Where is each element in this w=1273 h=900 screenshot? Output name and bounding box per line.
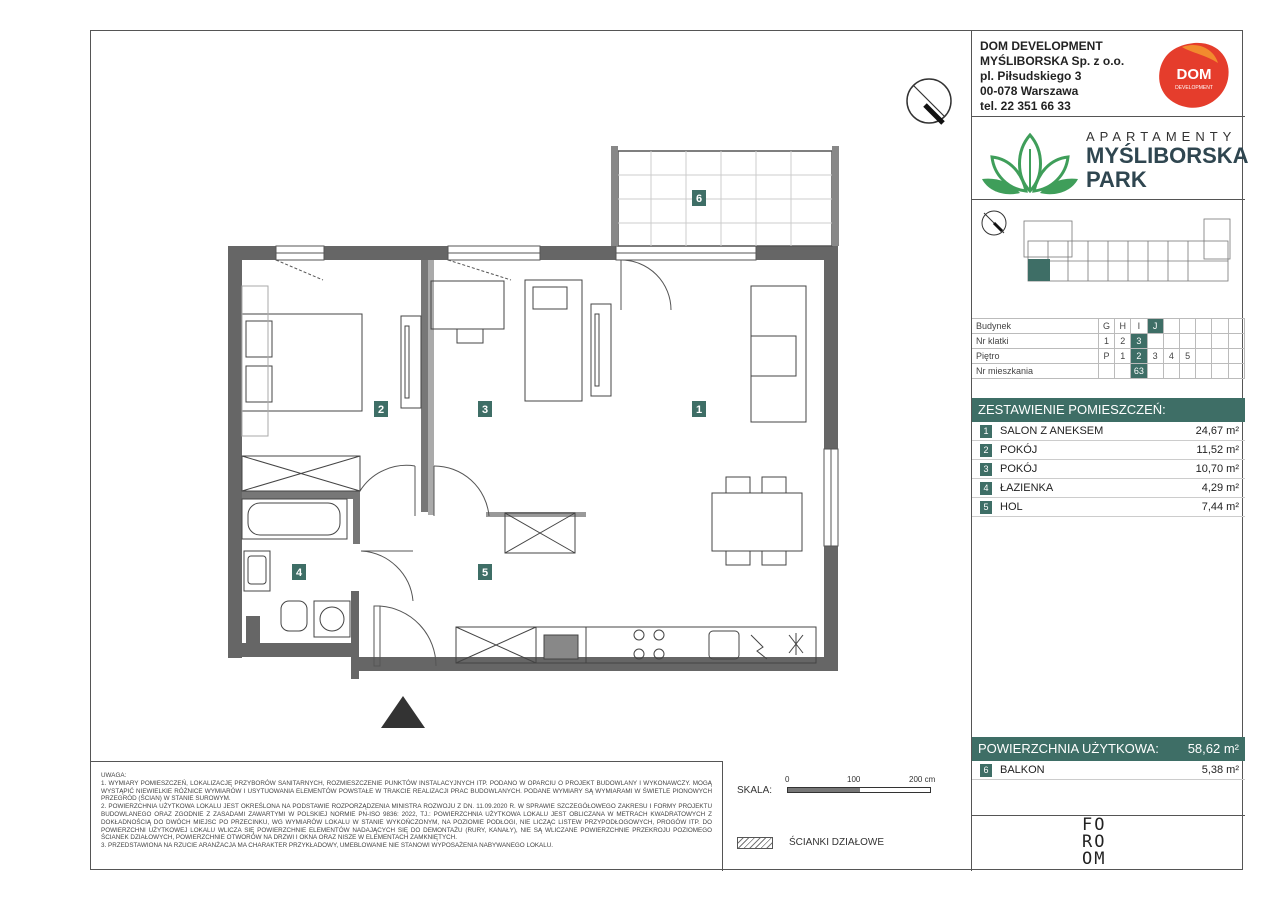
info-table-cell (1163, 319, 1179, 334)
furniture (242, 280, 816, 663)
info-table-label: Piętro (972, 349, 1098, 364)
project-name-line1: APARTAMENTY (1086, 129, 1237, 144)
info-table-cell: 2 (1131, 349, 1147, 364)
info-table-cell (1196, 364, 1212, 379)
info-table-cell: 3 (1147, 349, 1163, 364)
info-table-cell: 5 (1180, 349, 1196, 364)
total-area-label: POWIERZCHNIA UŻYTKOWA: (978, 741, 1159, 756)
info-table-cell: 2 (1115, 334, 1131, 349)
divider (972, 116, 1245, 117)
info-table-cell (1098, 364, 1114, 379)
windows (276, 246, 838, 546)
summary-title: ZESTAWIENIE POMIESZCZEŃ: (978, 402, 1166, 417)
info-table-cell: 4 (1163, 349, 1179, 364)
info-table-cell (1212, 334, 1228, 349)
building-key-plan (972, 201, 1245, 316)
summary-room-name: ŁAZIENKA (1000, 482, 1054, 494)
floor-plan-sheet (90, 30, 1249, 870)
info-table-cell (1196, 349, 1212, 364)
summary-room-area: 24,67 m² (1195, 425, 1239, 437)
summary-room-number: 2 (980, 444, 992, 457)
scale-tick: 200 cm (909, 775, 936, 784)
interior-walls (242, 260, 586, 544)
total-area-header (972, 737, 1245, 761)
info-table-cell: J (1147, 319, 1163, 334)
summary-room-area: 10,70 m² (1195, 463, 1239, 475)
dom-development-logo (1152, 37, 1236, 113)
note-item: 2. POWIERZCHNIA UŻYTKOWA LOKALU JEST OKREŚLONA NA PODSTAWIE ROZPORZĄDZENIA MINISTRA ROZWOJU Z DN. 11.09.2020 R. W SPRAWIE SZCZEGÓŁOWEGO ZAKRESU I FORMY PROJEKTU BUDOWLANEGO ORAZ ZGODNIE Z ZASADAMI ZAWARTYMI W POLSKIEJ NORMIE PN-ISO 9836: 2022, TJ.: POWIERZCHNIA UŻYTKOWA LOKALU JEST OBLICZANA W METRACH KWADRATOWYCH Z DOKŁADNOŚCIĄ DO DWÓCH MIEJSC PO PRZECINKU, WG WYMIARÓW LOKALU W STANIE WYKOŃCZONYM, NA POZIOMIE PODŁOGI, NIE LICZĄC LISTEW PRZYPODŁOGOWYCH, PROGÓW ITP. DO POWIERZCHNI UŻYTKOWEJ LOKALU WLICZA SIĘ POWIERZCHNIE ELEMENTÓW NADAJĄCYCH SIĘ DO DEMONTAŻU (RURY, KANAŁY), NIE SĄ WLICZANE POWIERZCHNIE PRZEKROJU POZIOMEGO ŚCIANEK DZIAŁOWYCH, POWIERZCHNIE OTWORÓW NA DRZWI I OKNA ORAZ NISZE W ELEMENTACH ZAMKNIĘTYCH. (101, 803, 712, 842)
project-name-line3: PARK (1086, 167, 1147, 192)
summary-row (972, 422, 1245, 441)
room-marker-2: 2 (377, 404, 385, 416)
summary-room-number: 5 (980, 501, 992, 514)
info-table-cell: I (1131, 319, 1147, 334)
summary-row (972, 498, 1245, 517)
summary-room-number: 4 (980, 482, 992, 495)
balcony-number: 6 (980, 764, 992, 777)
info-table-cell (1196, 319, 1212, 334)
leaf-logo-icon (980, 129, 1080, 199)
summary-room-number: 3 (980, 463, 992, 476)
room-marker-1: 1 (695, 404, 703, 416)
apartment-info-table (972, 318, 1245, 379)
summary-row (972, 460, 1245, 479)
balcony-area: 5,38 m² (1201, 764, 1239, 776)
developer-city: 00-078 Warszawa (980, 84, 1079, 98)
developer-phone: tel. 22 351 66 33 (980, 99, 1071, 113)
foroom-logo: FO RO OM (1082, 815, 1107, 869)
info-table-cell: P (1098, 349, 1114, 364)
north-arrow-icon (907, 79, 951, 123)
room-marker-6: 6 (695, 193, 703, 205)
info-table-cell: G (1098, 319, 1114, 334)
info-table-label: Nr klatki (972, 334, 1098, 349)
developer-address (980, 39, 1124, 114)
partition-legend-label: ŚCIANKI DZIAŁOWE (789, 837, 885, 848)
balcony-name: BALKON (1000, 764, 1045, 776)
partition-hatch-swatch (737, 837, 773, 849)
summary-room-name: POKÓJ (1000, 463, 1038, 475)
info-table-label: Budynek (972, 319, 1098, 334)
floor-plan (91, 31, 971, 761)
scale-tick: 100 (847, 775, 861, 784)
summary-room-area: 4,29 m² (1201, 482, 1239, 494)
developer-company: MYŚLIBORSKA Sp. z o.o. (980, 54, 1125, 68)
apartment-location-marker (1028, 259, 1050, 281)
summary-row (972, 441, 1245, 460)
notes-section (91, 761, 723, 871)
info-table-cell: 1 (1115, 349, 1131, 364)
room-marker-5: 5 (481, 567, 489, 579)
info-table-row (972, 364, 1245, 379)
info-table-cell (1147, 364, 1163, 379)
legend-section (723, 761, 971, 871)
info-table-cell (1228, 349, 1244, 364)
total-area-value: 58,62 m² (1187, 741, 1239, 756)
svg-text:DOM: DOM (1176, 66, 1212, 83)
svg-text:DEVELOPMENT: DEVELOPMENT (1175, 85, 1213, 91)
divider (972, 199, 1245, 200)
info-table-row (972, 319, 1245, 334)
info-table-cell (1212, 319, 1228, 334)
developer-name: DOM DEVELOPMENT (980, 39, 1103, 53)
summary-room-area: 11,52 m² (1196, 444, 1239, 456)
project-logo (980, 129, 1249, 199)
info-table-cell (1212, 364, 1228, 379)
balcony (611, 146, 839, 246)
notes-title: UWAGA: (101, 772, 127, 779)
key-north-icon (982, 211, 1006, 235)
note-item: 3. PRZEDSTAWIONA NA RZUCIE ARANŻACJA MA CHARAKTER PRZYKŁADOWY, UMEBLOWANIE NIE STANOWI WYPOSAŻENIA NABYWANEGO LOKALU. (101, 842, 554, 850)
entrance-arrow-icon (381, 696, 425, 728)
info-table-cell (1228, 364, 1244, 379)
summary-room-area: 7,44 m² (1201, 501, 1239, 513)
scale-bar (787, 787, 931, 793)
info-table-row (972, 349, 1245, 364)
room-marker-3: 3 (481, 404, 489, 416)
project-name-line2: MYŚLIBORSKA (1086, 143, 1249, 168)
summary-room-name: SALON Z ANEKSEM (1000, 425, 1104, 437)
summary-room-name: POKÓJ (1000, 444, 1038, 456)
summary-room-name: HOL (1000, 501, 1023, 513)
side-panel (971, 31, 1249, 871)
info-table-cell: 63 (1131, 364, 1147, 379)
summary-row (972, 479, 1245, 498)
info-table-cell (1228, 334, 1244, 349)
info-table-cell (1163, 364, 1179, 379)
info-table-cell: H (1115, 319, 1131, 334)
info-table-cell (1180, 364, 1196, 379)
summary-room-number: 1 (980, 425, 992, 438)
info-table-cell: 1 (1098, 334, 1114, 349)
info-table-label: Nr mieszkania (972, 364, 1098, 379)
info-table-row (972, 334, 1245, 349)
developer-street: pl. Piłsudskiego 3 (980, 69, 1082, 83)
exterior-walls (228, 246, 838, 679)
info-table-cell (1212, 349, 1228, 364)
info-table-cell (1147, 334, 1163, 349)
info-table-cell (1180, 319, 1196, 334)
scale-label: SKALA: (737, 785, 773, 796)
note-item: 1. WYMIARY POMIESZCZEŃ, LOKALIZACJĘ PRZYBORÓW SANITARNYCH, ROZMIESZCZENIE PUNKTÓW INSTALACYJNYCH ITP. PODANO W OPARCIU O PROJEKT BUDOWLANY I WYKONAWCZY. MOGĄ WYSTĄPIĆ NIEWIELKIE RÓŻNICE WYMIARÓW I USYTUOWANIA ELEMENTÓW POWSTAŁE W TRAKCIE REALIZACJI PRAC BUDOWLANYCH. PODANE WYMIARY SĄ WYMIARAMI W ŚWIETLE PIONOWYCH PRZEGRÓD (ŚCIAN) W STANIE SUROWYM. (101, 779, 712, 803)
info-table-cell (1196, 334, 1212, 349)
room-marker-4: 4 (295, 567, 303, 579)
divider (972, 815, 1245, 816)
info-table-cell (1115, 364, 1131, 379)
doors (360, 260, 671, 666)
info-table-cell (1180, 334, 1196, 349)
balcony-row (972, 761, 1245, 780)
info-table-cell: 3 (1131, 334, 1147, 349)
summary-header (972, 398, 1245, 422)
scale-tick: 0 (785, 775, 790, 784)
info-table-cell (1163, 334, 1179, 349)
info-table-cell (1228, 319, 1244, 334)
